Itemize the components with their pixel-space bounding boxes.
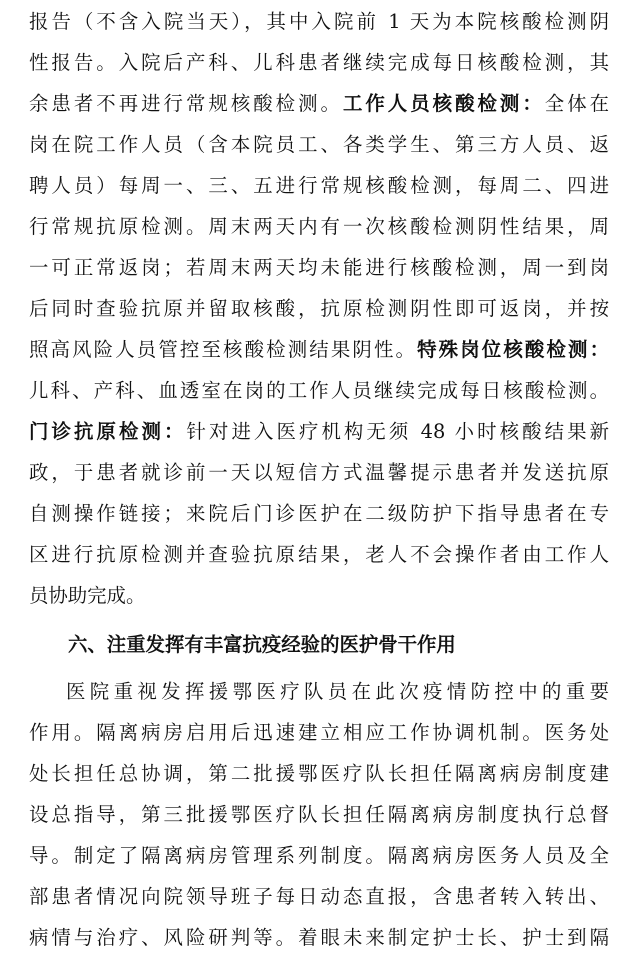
text-line: 聘人员）每周一、三、五进行常规核酸检测，每周二、四进 [29, 174, 609, 197]
text-line: 一可正常返岗；若周末两天均未能进行核酸检测，周一到岗 [29, 256, 609, 279]
text-line: 部患者情况向院领导班子每日动态直报，含患者转入转出、 [29, 885, 609, 908]
text-line: 导。制定了隔离病房管理系列制度。隔离病房医务人员及全 [29, 844, 609, 867]
text-line [29, 83, 609, 124]
text-line: 儿科、产科、血透室在岗的工作人员继续完成每日核酸检测。 [29, 379, 609, 402]
text-line: 作用。隔离病房启用后迅速建立相应工作协调机制。医务处 [29, 721, 609, 744]
text-line [29, 329, 609, 370]
text-run: 照高风险人员管控至核酸检测结果阴性。 [29, 338, 418, 361]
text-line: 设总指导，第三批援鄂医疗队长担任隔离病房制度执行总督 [29, 803, 609, 826]
text-line [29, 411, 609, 452]
text-line: 区进行抗原检测并查验抗原结果，老人不会操作者由工作人 [29, 543, 609, 566]
bold-label-outpatient-antigen: 门诊抗原检测： [29, 420, 187, 443]
text-line: 行常规抗原检测。周末两天内有一次核酸检测阴性结果，周 [29, 215, 609, 238]
bold-label-staff-test: 工作人员核酸检测： [342, 92, 545, 115]
text-run: 针对进入医疗机构无须 48 小时核酸结果新 [186, 420, 609, 443]
text-line: 报告（不含入院当天），其中入院前 1 天为本院核酸检测阴 [29, 10, 609, 33]
section-heading: 六、注重发挥有丰富抗疫经验的医护骨干作用 [68, 633, 456, 656]
text-line: 性报告。入院后产科、儿科患者继续完成每日核酸检测，其 [29, 51, 609, 74]
text-line: 病情与治疗、风险研判等。着眼未来制定护士长、护士到隔 [29, 926, 609, 949]
text-line: 处长担任总协调，第二批援鄂医疗队长担任隔离病房制度建 [29, 762, 609, 785]
text-line: 医院重视发挥援鄂医疗队员在此次疫情防控中的重要 [66, 680, 609, 703]
bold-label-special-post-test: 特殊岗位核酸检测： [417, 338, 610, 361]
text-run: 全体在 [544, 92, 610, 115]
text-line: 后同时查验抗原并留取核酸，抗原检测阴性即可返岗，并按 [29, 297, 609, 320]
text-line: 岗在院工作人员（含本院员工、各类学生、第三方人员、返 [29, 133, 609, 156]
text-line: 政，于患者就诊前一天以短信方式温馨提示患者并发送抗原 [29, 461, 609, 484]
text-run: 余患者不再进行常规核酸检测。 [29, 92, 343, 115]
text-line: 自测操作链接；来院后门诊医护在二级防护下指导患者在专 [29, 502, 609, 525]
text-line: 员协助完成。 [29, 584, 146, 607]
